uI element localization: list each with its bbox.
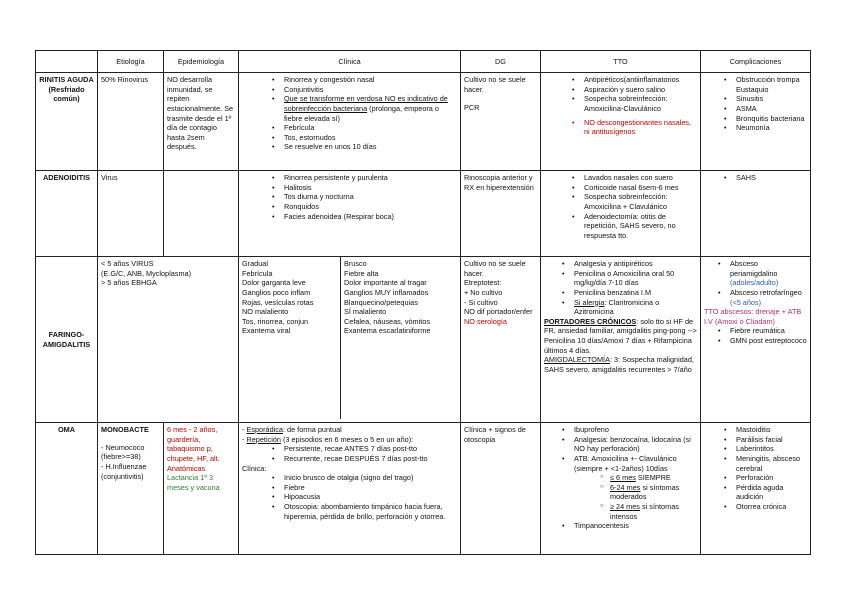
row-faringo — [36, 257, 811, 423]
faringo-clinica — [239, 257, 461, 423]
comp-text: Absceso retrofaríngeo — [730, 287, 802, 297]
list-item: • Penicilina o Amoxicilina oral 50 mg/kg/día 7-10 días — [574, 269, 697, 288]
list-item-warning: • NO descongestionantes nasales, ni antitusígenos — [584, 118, 697, 137]
list-item: • SAHS — [736, 173, 807, 183]
adenoiditis-etiologia: Virus — [98, 171, 164, 257]
oma-tto — [541, 423, 701, 555]
row-adenoiditis — [36, 171, 811, 257]
header-clinica: Clínica — [239, 51, 461, 73]
oma-epidemiologia — [164, 423, 239, 555]
faringo-name: FARINGO-AMIGDALITIS — [36, 257, 98, 423]
list-item: • Conjuntivitis — [284, 85, 457, 95]
adenoiditis-clinica — [239, 171, 461, 257]
adenoiditis-tto — [541, 171, 701, 257]
list-item: • Fiebre reumática — [730, 326, 807, 336]
header-dg: DG — [461, 51, 541, 73]
list-item: • Febrícula — [284, 123, 457, 133]
oma-clinica — [239, 423, 461, 555]
oma-epi-protect: Lactancia 1º 3 meses y vacuna — [167, 473, 220, 492]
tto-amigdalectomia — [544, 355, 697, 374]
dg-warning: NO serología — [464, 316, 507, 326]
sub-item-rest: SIEMPRE — [635, 473, 671, 483]
clinica-line: Rojas, vesículas rotas — [242, 297, 314, 307]
adenoiditis-dg: Rinoscopia anterior y RX en hiperextensión — [461, 171, 541, 257]
adenoiditis-epidemiologia — [164, 171, 239, 257]
clinica-line: Exantema viral — [242, 326, 291, 336]
header-complicaciones: Complicaciones — [701, 51, 811, 73]
rinitis-dg-line1: Cultivo no se suele hacer. — [464, 75, 526, 94]
list-item: • Corticoide nasal 6sem-6 mes — [584, 183, 697, 193]
faringo-dg — [461, 257, 541, 423]
list-item: • Analgesia y antipiréticos — [574, 259, 697, 269]
oma-complicaciones — [701, 423, 811, 555]
comp-note: (<5 años) — [730, 297, 762, 307]
clinica-line: Tos, rinorrea, conjun — [242, 316, 309, 326]
dg-line: + No cultivo — [464, 287, 503, 297]
list-item: • Antipiréticos(antiinflamatorios — [584, 75, 697, 85]
list-item: • Adenoidectomía: otitis de repetición, SAHS severo, no respuesta tto. — [584, 212, 697, 241]
dg-line: Cultivo no se suele hacer. — [464, 259, 526, 278]
adenoiditis-complicaciones — [701, 171, 811, 257]
list-item: • Neumonía — [736, 123, 807, 133]
row-rinitis — [36, 73, 811, 171]
faringo-complicaciones — [701, 257, 811, 423]
oma-etiologia — [98, 423, 164, 555]
clinica-line: Blanquecino/petequias — [344, 297, 418, 307]
clinica-line: Dolor garganta leve — [242, 278, 306, 288]
clinica-line: Ganglios MUY inflamados — [344, 287, 429, 297]
summary-table — [35, 50, 811, 555]
list-item: • Mastoiditis — [736, 425, 807, 435]
list-item: • Facies adenoidea (Respirar boca) — [284, 212, 457, 222]
list-item: • Sinusitis — [736, 94, 807, 104]
sub-item — [610, 483, 697, 502]
clinica-line: Febrícula — [242, 268, 273, 278]
dg-line: - Si cultivo — [464, 297, 498, 307]
oma-etiologia-line2: - Neumococo (fiebre>=38) — [101, 442, 145, 462]
adenoiditis-name: ADENOIDITIS — [36, 171, 98, 257]
list-item: • Aspiración y suero salino — [584, 85, 697, 95]
faringo-etiologia-line1: < 5 años VIRUS — [101, 259, 154, 268]
oma-repeticion-label: Repetición — [246, 434, 281, 444]
list-item: • Fiebre — [284, 483, 457, 493]
clinica-line: Dolor importante al tragar — [344, 278, 427, 288]
dg-line: NO dif portador/enfer — [464, 307, 533, 317]
rinitis-etiologia: 50% Rinovirus — [98, 73, 164, 171]
row-oma — [36, 423, 811, 555]
clinica-line: Brusco — [344, 259, 367, 268]
list-item: • Perforación — [736, 473, 807, 483]
list-item — [284, 94, 457, 123]
comp-text: Absceso periamigdalino — [730, 259, 778, 278]
clinica-line: Exantema escarlatiniforme — [344, 326, 431, 336]
faringo-etiologia-line3: > 5 años EBHGA — [101, 278, 157, 288]
list-item: • Ibuprofeno — [574, 425, 697, 435]
comp-note: (adoles/adulto) — [730, 278, 779, 288]
list-item: • Laberintitos — [736, 444, 807, 454]
list-item: • Ronquidos — [284, 202, 457, 212]
tto-portadores — [544, 317, 697, 356]
oma-esporadica-text: : de forma puntual — [282, 425, 342, 434]
oma-repeticion-text: (3 episodios en 6 meses o 5 en un año): — [280, 434, 414, 444]
header-tto: TTO — [541, 51, 701, 73]
oma-etiologia-line1: MONOBACTE — [101, 425, 149, 434]
rinitis-tto — [541, 73, 701, 171]
rinitis-name-line1: RINITIS AGUDA — [39, 75, 94, 84]
list-item: • Sospecha sobreinfección: Amoxicilina-Clavulánico — [584, 94, 697, 113]
list-item: • Recurrente, recae DESPUÉS 7 días post-tto — [284, 454, 457, 464]
tto-amigdalectomia-text: : 3: Sospecha malignidad, SAHS severo, amigdalitis recurrentes > 7/año — [544, 355, 694, 374]
sub-item-rest: si síntomas moderados — [610, 482, 680, 502]
rinitis-dg-line2: PCR — [464, 103, 480, 113]
list-item: • Sospecha sobreinfección: Amoxicilina + Clavulánico — [584, 192, 697, 211]
list-item: • Tos diurna y nocturna — [284, 192, 457, 202]
tto-portadores-text: : solo tto si HF de FR, ansiedad familiar, amigdalitis ping-pong --> Penicilina 10 días/Amoxi 7 días + Rifampicina últimos 4 días. — [544, 316, 697, 355]
clinica-line: NO malaliento — [242, 307, 289, 317]
list-item: • ASMA — [736, 104, 807, 114]
list-item-underlined: Si alergia — [574, 297, 605, 307]
clinica-line: Gradual — [242, 259, 268, 268]
rinitis-complicaciones — [701, 73, 811, 171]
faringo-tto — [541, 257, 701, 423]
list-item-rest: : Claritromicina o Azitromicina — [574, 297, 660, 317]
clinica-line: Cefalea, náuseas, vómitos — [344, 316, 430, 326]
sub-item — [610, 502, 697, 521]
sub-item-age: ≥ 24 mes — [610, 502, 640, 511]
list-item: • Tos, estornudos — [284, 133, 457, 143]
oma-clinica-label: Clínica: — [242, 463, 267, 473]
list-item-rest: (prolonga, empeora o fiebre elevada sí) — [284, 103, 439, 123]
oma-dg: Clínica + signos de otoscopia — [461, 423, 541, 555]
list-item: • Meningitis, absceso cerebral — [736, 454, 807, 473]
header-empty — [36, 51, 98, 73]
header-row — [36, 51, 811, 73]
list-item: • Analgesia: benzocaína, lidocaína (si NO hay perforación) — [574, 435, 697, 454]
header-etiologia: Etiología — [98, 51, 164, 73]
faringo-clinica-viral — [239, 257, 341, 419]
list-item: • Otoscopia: abombamiento timpánico hacia fuera, hiperemia, pérdida de brillo, perforación y otorrea. — [284, 502, 457, 521]
faringo-etiologia-line2: (E.G/C, ANB, Mycloplasma) — [101, 268, 192, 278]
list-item: • Obstrucción trompa Eustaquio — [736, 75, 807, 94]
tto-portadores-label: PORTADORES CRÓNICOS — [544, 316, 637, 326]
clinica-line: SÍ malaliento — [344, 307, 387, 317]
rinitis-name — [36, 73, 98, 171]
list-item: • Persistente, recae ANTES 7 días post-tto — [284, 444, 457, 454]
list-item: • Rinorrea persistente y purulenta — [284, 173, 457, 183]
sub-item-age: ≤ 6 mes — [610, 473, 636, 483]
list-item: • Bronquitis bacteriana — [736, 114, 807, 124]
rinitis-name-line2: (Resfriado común) — [48, 84, 85, 104]
header-epidemiologia: Epidemiología — [164, 51, 239, 73]
list-item — [730, 259, 807, 288]
list-item: • Hipoacusia — [284, 492, 457, 502]
list-item: • Penicilina benzatina I.M — [574, 288, 697, 298]
rinitis-clinica — [239, 73, 461, 171]
list-item: • Pérdida aguda audición — [736, 483, 807, 502]
sub-item-age: 6-24 mes — [610, 482, 641, 492]
dg-line: Etreptotest: — [464, 278, 502, 288]
list-item: • Se resuelve en unos 10 días — [284, 142, 457, 152]
oma-esporadica-label: Esporádica — [246, 425, 283, 434]
sub-item-rest: si síntomas intensos — [610, 502, 679, 521]
oma-repeticion: - Repetición (3 episodios en 6 meses o 5 en un año): — [242, 434, 414, 444]
rinitis-dg — [461, 73, 541, 171]
oma-esporadica: - Esporádica: de forma puntual — [242, 425, 342, 434]
rinitis-epidemiologia: NO desarrolla inmunidad, se repiten estacionalmente. Se trasmite desde el 1º día de contagio hasta 2sem después. — [164, 73, 239, 171]
list-item: • GMN post estreptococo — [730, 336, 807, 346]
list-item: • Lavados nasales con suero — [584, 173, 697, 183]
list-item: • Parálisis facial — [736, 435, 807, 445]
faringo-clinica-bacterial — [341, 257, 460, 419]
oma-epi-risk: 6 mes - 2 años, guardería, tabaquismo p, chupete, HF, alt. Anatómicas — [167, 425, 220, 473]
list-item — [574, 298, 697, 317]
list-item: • Rinorrea y congestión nasal — [284, 75, 457, 85]
faringo-etiologia — [98, 257, 239, 423]
list-item: • Inicio brusco de otalgia (signo del trago) — [284, 473, 457, 483]
list-item-underlined: Que se transforme en verdosa NO es indicativo de sobreinfección bacteriana — [284, 94, 448, 113]
clinica-line: Ganglios poco inflam — [242, 287, 311, 297]
oma-etiologia-line3: - H.Influenzae (conjuntivitis) — [101, 461, 147, 481]
list-item — [574, 454, 697, 521]
list-item — [730, 288, 807, 307]
clinica-line: Fiebre alta — [344, 268, 379, 278]
list-item: • Otorrea crónica — [736, 502, 807, 512]
oma-name: OMA — [36, 423, 98, 555]
list-item-text: ATB: Amoxicilina +- Clavulánico (siempre + <1-2años) 10días — [574, 453, 677, 473]
sub-item — [610, 473, 697, 483]
tto-amigdalectomia-label: AMIGDALECTOMÍA — [544, 355, 610, 365]
list-item: • Halitosis — [284, 183, 457, 193]
list-item: • Timpanocentesis — [574, 521, 697, 531]
comp-tto-abscesos: TTO abscesos: drenaje + ATB I.V (Amoxi o Cliadam) — [704, 307, 802, 326]
